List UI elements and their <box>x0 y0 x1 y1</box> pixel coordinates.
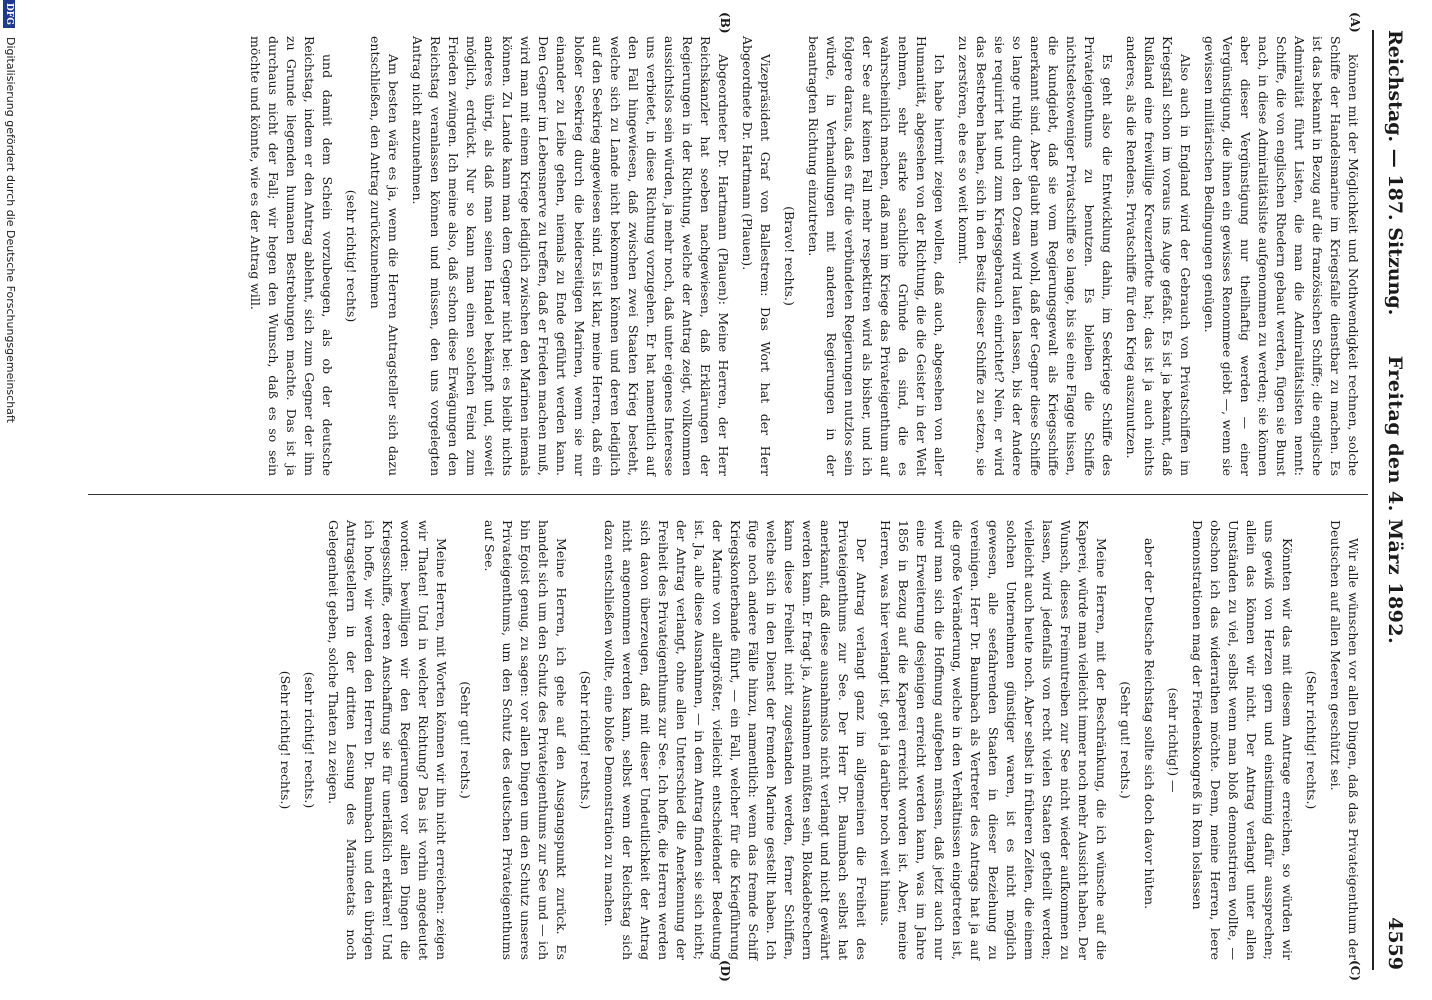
stage-direction: (Sehr richtig! rechts.) <box>1304 670 1319 810</box>
paragraph: Meine Herren, ich gehe auf den Ausgangspunkt zurück. Es handelt sich um den Schutz des Privateigenthums zur See und — ich bin Egoist genug, zu sagen: vor allen Dingen um den Schutz unseres Privateigenthums, um den Schutz des deutschen Privateigenthums auf See. <box>482 520 569 960</box>
paragraph: Könnten wir das mit diesem Antrage erreichen, so würden wir uns gewiß von Herzen gern und einstimmig dafür aussprechen; allein das können wir nicht. Der Antrag verlangt unter allen Umständen zu viel, selbst wenn man bloß demonstriren wollte, — obschon ich das widerrathen möchte. Denn, meine Herren, leere Demonstrationen mag der Friedenskongreß in Rom loslassen <box>1190 520 1295 960</box>
paragraph: Der Antrag verlangt ganz im allgemeinen die Freiheit des Privateigenthums zur See. Der Herr Dr. Baumbach selbst hat anerkannt, daß diese ausnahmslos nicht verlangt und nicht gewährt werden kann. Er fragt ja, Ausnahmen müßten sein, Blokadebrechern kann diese Freiheit nicht zugestanden werden, ferner Schiffen, welche sich in den Dienst der fremden Marine gestellt haben. Ich füge noch andere Fälle hinzu, namentlich: wenn das fremde Schiff Kriegskonterbande führt, — ein Fall, welcher für die Kriegführung der Marine von allergrößter, vielleicht entscheidender Bedeutung ist. Ja, alle diese Ausnahmen, — in dem Antrag finden sie sich nicht; der Antrag verlangt, ohne allen Unterschied die Anerkennung der Freiheit des Privateigenthums zur See. Ich hoffe, die Herren werden sich davon überzeugen, daß mit dieser Undeutlichkeit der Antrag nicht angenommen werden kann, selbst wenn der Reichstag sich dazu entschließen wollte, eine bloße Demonstration zu machen. <box>602 520 869 960</box>
page-number: 4559 <box>1384 917 1406 970</box>
paragraph: aber der Deutsche Reichstag sollte sich doch davor hüten. <box>1142 538 1157 910</box>
left-column <box>240 36 1362 476</box>
paragraph: Also auch in England wird der Gebrauch von Privatschiffen im Kriegsfall schon im voraus ins Auge gefaßt. Es ist ja bekannt, daß Rußland eine freiwillige Kreuzerflotte hat; das ist ja auch nichts anderes, als die Rendens. Privatschiffe für den Krieg auszunutzen. <box>1124 36 1193 476</box>
stage-direction: (sehr richtig! rechts.) <box>302 671 317 809</box>
paragraph: Ich habe hiermit zeigen wollen, daß auch, abgesehen von aller Humanität, abgesehen von der Richtung, die die Geister in der Welt nehmen, sehr starke sachliche Gründe da sind, die es wahrscheinlich machen, daß man im Kriege das Privateigenthum auf der See auf keinen Fall mehr respektiren wird als bisher, und ich folgere daraus, daß es für die verbündeten Regierungen nutzlos sein würde, in Verhandlungen mit anderen Regierungen in der beantragten Richtung einzutreten. <box>806 36 947 476</box>
header-date: Freitag den 4. März 1892. <box>1384 355 1406 645</box>
stage-direction: (Sehr richtig! rechts.) <box>578 670 593 810</box>
page-header <box>1372 30 1406 970</box>
margin-label-b: (B) <box>718 12 732 34</box>
stage-direction: (Sehr richtig! rechts.) <box>278 670 293 810</box>
margin-label-a: (A) <box>1348 12 1362 33</box>
stage-direction: (sehr richtig! rechts) <box>344 189 359 323</box>
margin-label-c: (C) <box>1348 960 1362 981</box>
paragraph: können mit der Möglichkeit und Nothwendigkeit rechnen, solche Schiffe der Handelsmarine im Kriegsfalle dienstbar zu machen. Es ist das bekannt in Bezug auf die französischen Schiffe; die englische Admiralität führt Listen, die man die Admiralitätslisten nennt: Schiffe, die von englischen Rhedern gebaut werden, fügen sie Bunst nach, in diese Admiralitätsliste aufgenommen zu werden; sie können aber dieser Vergünstigung nur theilhaftig werden — einer Vergünstigung, die ihnen ein gewisses Renommee giebt —, wenn sie gewissen militärischen Bedingungen genügen. <box>1202 36 1361 476</box>
paragraph: und damit dem Schein vorzubeugen, als ob der deutsche Reichstag, indem er den Antrag ablehnt, sich zum Gegner der ihm zu Grunde liegenden humanen Bestrebungen machte. Das ist ja durchaus nicht der Fall; wir hegen den Wunsch, daß es so sein möchte und könnte, wie es der Antrag will. <box>248 36 335 476</box>
margin-label-d: (D) <box>718 960 732 982</box>
paragraph: Meine Herren, mit der Beschränkung, die ich wünsche auf die Kaperei, würde man vielleicht immer noch mehr Aussicht haben. Der Wunsch, dieses Freimutreiben zur See nicht wieder aufkommen zu lassen, wird jedenfalls von recht vielen Staaten getheilt werden; vielleicht auch heute noch. Aber selbst in früheren Zeiten, die einem solchen Unternehmen günstiger waren, ist es nicht möglich gewesen, alle seefahrenden Staaten in dieser Beziehung zu vereinigen. Herr Dr. Baumbach als Vertreter des Antrags hat ja auf die große Veränderung, welche in den Verhältnissen eingetreten ist, wird man sich die Hoffnung aufgeben müssen, daß jetzt auch nur eine Erweiterung desjenigen erreicht werden kann, was im Jahre 1856 in Bezug auf die Kaperei erreicht worden ist. Aber, meine Herren, was hier verlangt ist, geht ja darüber noch weit hinaus. <box>878 520 1109 960</box>
footer-text: Digitalisierung gefördert durch die Deutsche Forschungsgemeinschaft <box>4 36 17 423</box>
paragraph: Meine Herren, mit Worten können wir ihn nicht erreichen: zeigen wir Thaten! Und in welcher Richtung? Das ist vorhin angedeutet worden: bewilligen wir den Regierungen vor allen Dingen die Kriegsschiffe, deren Anschaffung sie für unerläßlich erklären! Und ich hoffe, wir werden den Herren Dr. Baumbach und den übrigen Antragstellern in der dritten Lesung des Marineetats noch Gelegenheit geben, solche Thaten zu zeigen. <box>326 520 449 960</box>
stage-direction: (sehr richtig!) — <box>1166 687 1181 793</box>
paragraph: Wir alle wünschen vor allen Dingen, daß das Privateigenthum der Deutschen auf allen Meeren geschützt sei. <box>1328 520 1361 960</box>
paragraph: Es geht also die Entwicklung dahin, im Seekriege Schiffe des Privateigenthums zu benutzen. Es bleiben die Schiffe nichtsdestoweniger Privatschiffe so lange, bis sie eine Flagge hissen, die kundgiebt, daß sie vom Regierungsgewalt als Kriegsschiffe anerkannt sind. Aber glaubt man wohl, daß der Gegner diese Schiffe so lange ruhig durch den Ozean wird laufen lassen, bis der Andere sie requirirt hat und zum Kriegsgebrauch einrichtet? Nein, er wird das Bestreben haben, sich in den Besitz dieser Schiffe zu setzen, sie zu zerstören, ehe es so weit kommt. <box>956 36 1115 476</box>
dfg-logo: DFG <box>3 0 15 28</box>
digitization-footer <box>6 0 22 1000</box>
president-remark: Vizepräsident Graf von Ballestrem: Das Wort hat der Herr Abgeordnete Dr. Hartmann (Plauen). <box>740 36 773 476</box>
paragraph: Am besten wäre es ja, wenn die Herren Antragsteller sich dazu entschließen, den Antrag zurückzunehmen <box>368 36 401 476</box>
column-divider <box>88 494 1368 495</box>
paragraph: Abgeordneter Dr. Hartmann (Plauen): Meine Herren, der Herr Reichskanzler hat soeben nachgewiesen, daß Erklärungen der Regierungen in der Richtung, welche der Antrag zeigt, vollkommen aussichtslos sein würden, ja mehr noch, daß unter eigenes Interesse uns verbietet, in diese Richtung vorzugehen. Er hat namentlich auf den Fall hingewiesen, daß zwischen zwei Staaten Krieg besteht, welche sich zu Lande nicht bekommen können und deren lediglich auf den Seekrieg angewiesen sind. Es ist klar, meine Herren, daß ein bloßer Seekrieg durch die beiderseitigen Marinen, wenn sie nur einander zu Leibe gehen, niemals zu Ende geführt werden kann. Den Gegner im Lebensnerve zu treffen, daß er Frieden machen muß, wird man mit einem Kriege lediglich zwischen den Marinen niemals können. Zu Lande kann man dem Gegner nicht bei: es bleibt nichts anderes übrig, als daß man seinen Handel bekämpft und, soweit möglich, erdrückt. Nur so kann man einen solchen Feind zum Frieden zwingen. Ich meine also, daß schon diese Erwägungen den Reichstag veranlassen können und müssen, den uns vorgelegten Antrag nicht anzunehmen. <box>410 36 731 476</box>
header-session: Reichstag. — 187. Sitzung. <box>1384 30 1406 316</box>
right-column <box>270 520 1362 960</box>
stage-direction: (Bravo! rechts.) <box>782 206 797 306</box>
stage-direction: (Sehr gut! rechts.) <box>1118 681 1133 799</box>
header-rule <box>1372 30 1374 970</box>
stage-direction: (Sehr gut! rechts.) <box>458 681 473 799</box>
